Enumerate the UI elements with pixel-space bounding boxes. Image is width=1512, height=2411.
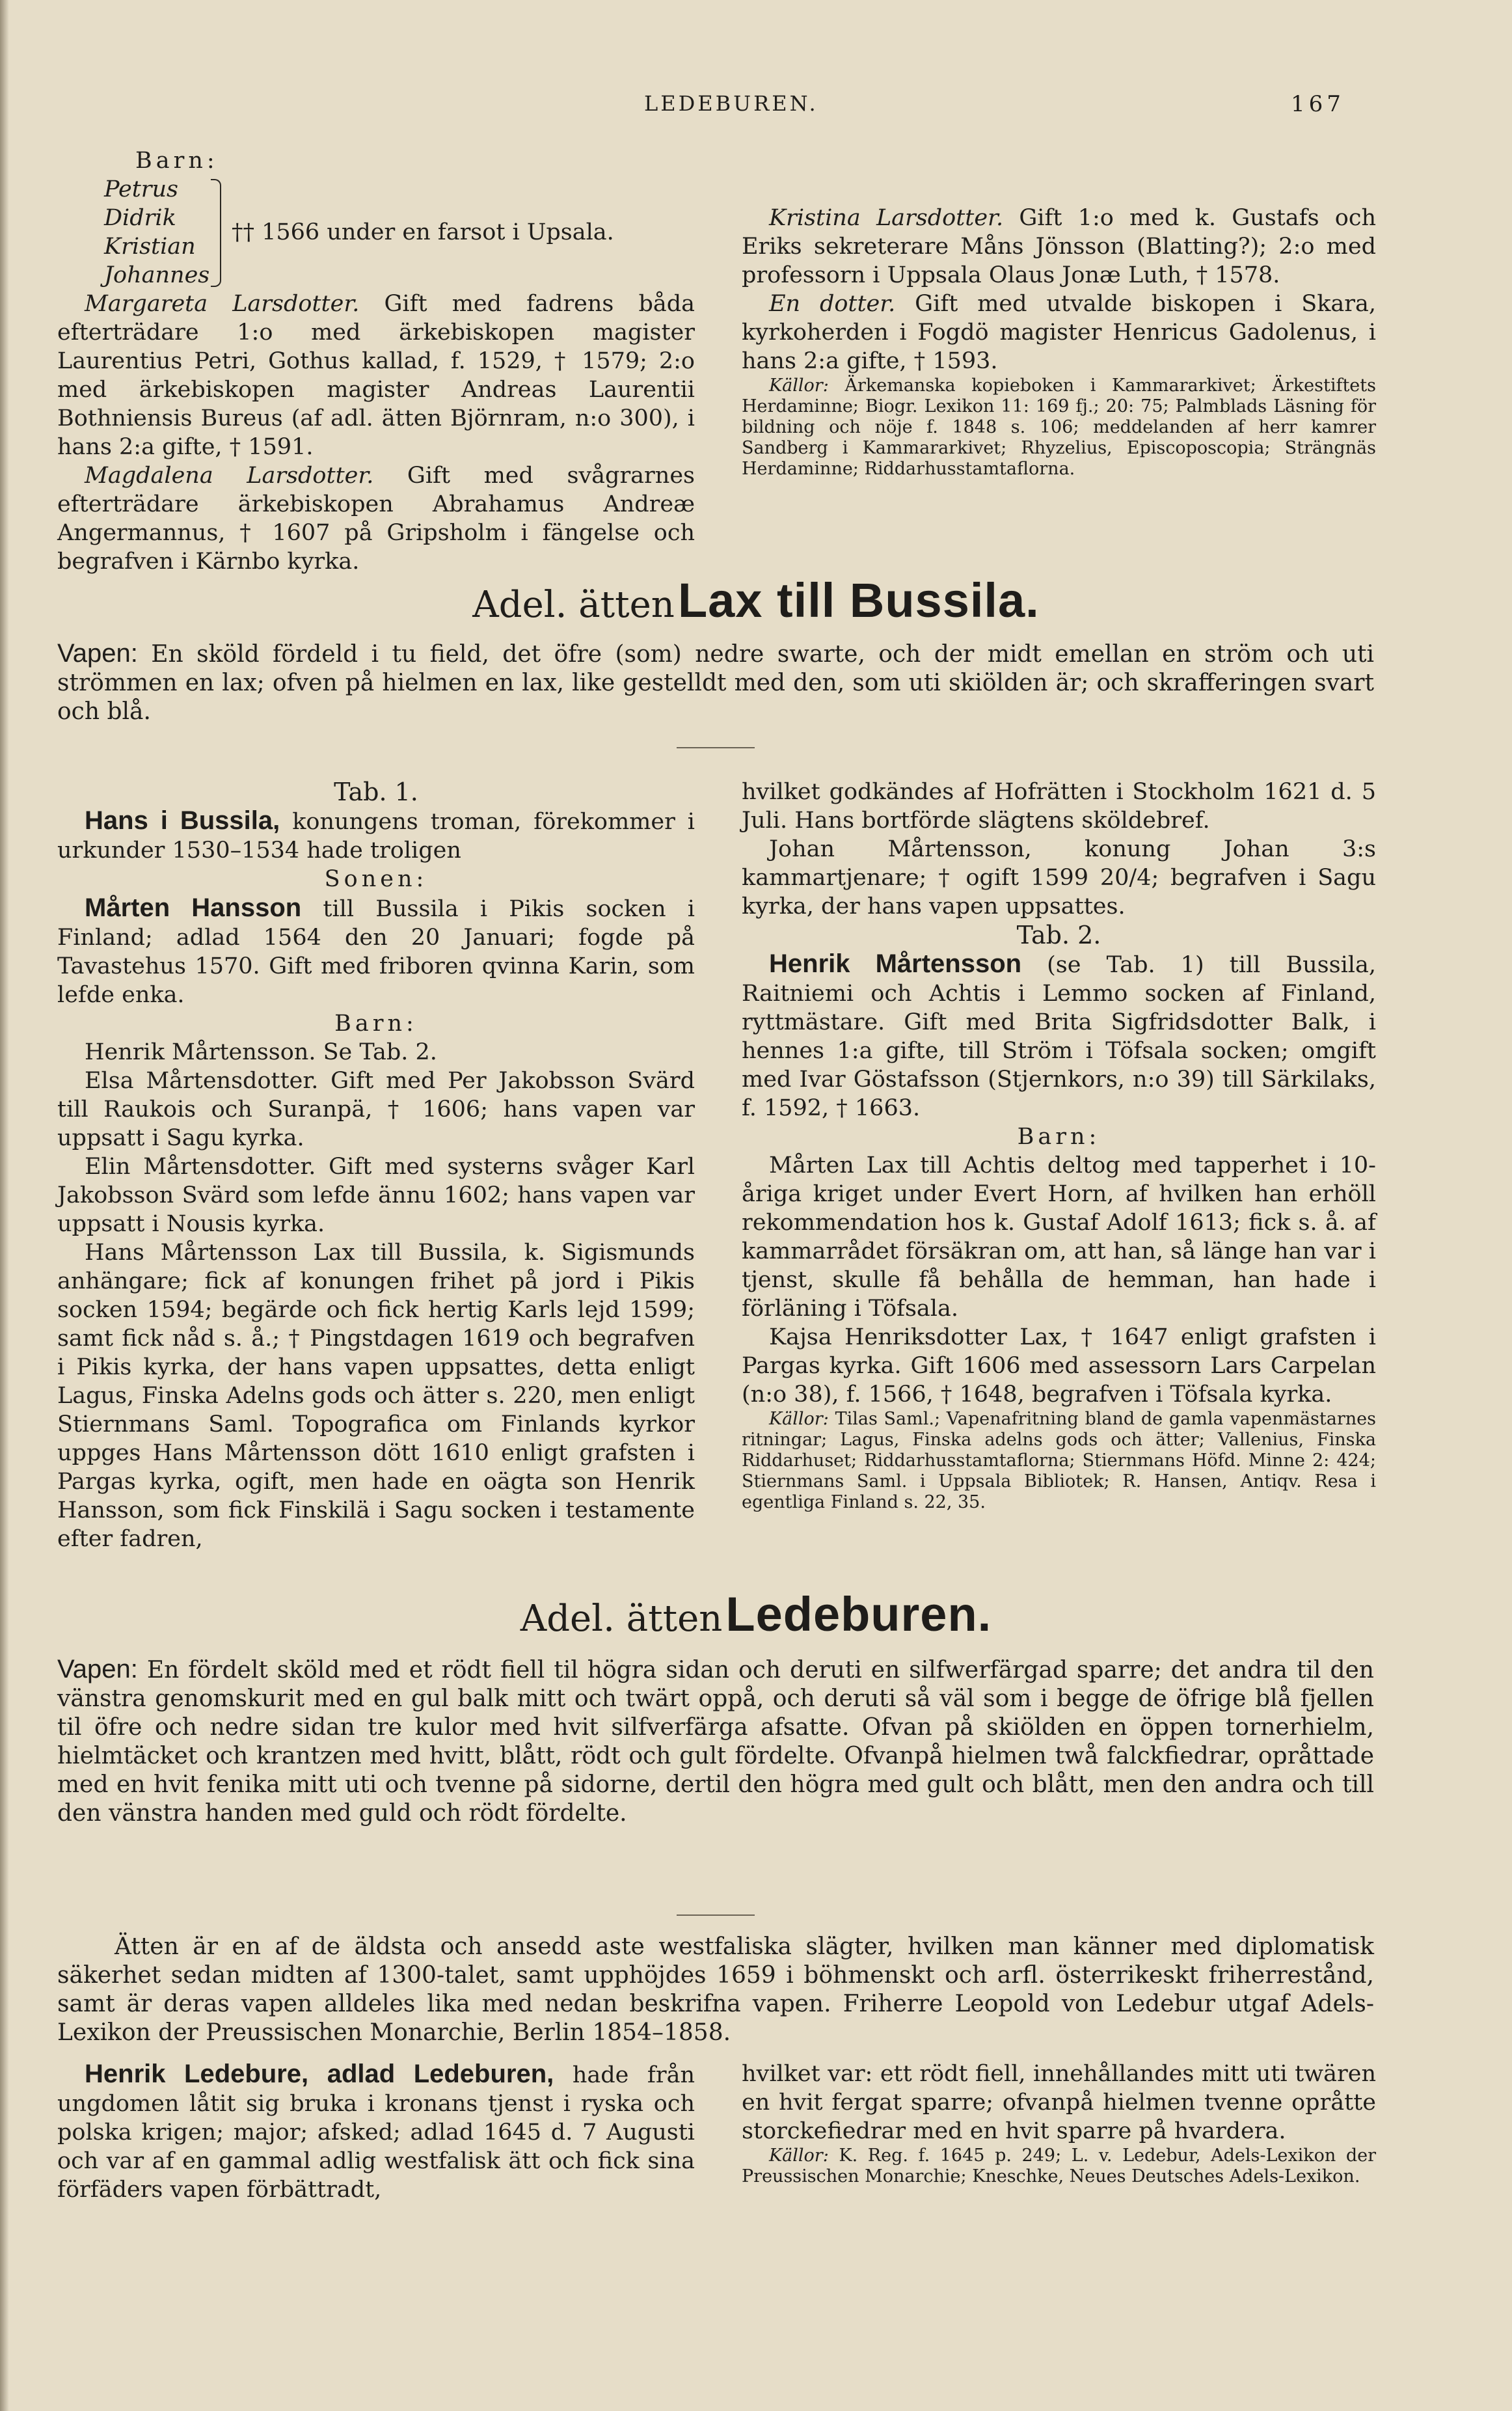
children-names	[104, 175, 209, 290]
paragraph: hvilket godkändes af Hofrätten i Stockholm 1621 d. 5 Juli. Hans bortförde slägtens sköldebref.	[742, 779, 1376, 834]
coat-of-arms-ledeburen: Vapen: En fördelt sköld med et rödt fiell til högra sidan och deruti en silfwerfärgad sparre; det andra til den vänstra genomskurit med en gul balk mitt och twärt oppå, och deruti så väl som i begge de öfrige blå fjellen til öfre och nedre sidan tre kulor med hvit silfverfärga afsatte. Ofvan på skiölden en öppen tornerhielm, hielmtäcket och krantzen med hvitt, blått, rödt och gult fördelte. Ofvanpå hielmen twå falckfiedrar, opråttade med en hvit fenika mitt uti och tvenne på sidorne, dertil den högra med gult och blått, men den andra och till den vänstra handen med guld och rödt fördelte.	[57, 1655, 1374, 1827]
child-entry: Elin Mårtensdotter. Gift med systerns svåger Karl Jakobsson Svärd som lefde ännu 1602; hans vapen var uppsatt i Nousis kyrka.	[57, 1154, 695, 1237]
child-entry: Kajsa Henriksdotter Lax, † 1647 enligt grafsten i Pargas kyrka. Gift 1606 med assessorn Lars Carpelan (n:o 38), f. 1566, † 1648, begrafven i Töfsala kyrka.	[742, 1324, 1376, 1408]
ledeburen-right-column	[742, 2060, 1376, 2187]
family-title-ledeburen	[0, 1587, 1512, 1642]
child-entry: Henrik Mårtensson. Se Tab. 2.	[85, 1039, 437, 1065]
paragraph: Hans i Bussila, konungens troman, förekommer i urkunder 1530–1534 hade troligen	[57, 806, 695, 864]
children-death-note: †† 1566 under en farsot i Upsala.	[232, 219, 614, 245]
barn-label: Barn:	[1017, 1124, 1101, 1150]
tab-heading: Tab. 2.	[1016, 921, 1101, 949]
paragraph: Mårten Hansson till Bussila i Pikis socken i Finland; adlad 1564 den 20 Januari; fogde på Tavastehus 1570. Gift med friboren qvinna Karin, som lefde enka.	[57, 893, 695, 1008]
child-entry: Hans Mårtensson Lax till Bussila, k. Sigismunds anhängare; fick af konungen frihet på jord i Pikis socken 1594; begärde och fick hertig Karls lejd 1599; samt fick nåd s. å.; † Pingstdagen 1619 och begrafven i Pikis kyrka, der hans vapen uppsattes, detta enligt Lagus, Finska Adelns gods och ätter s. 220, men enligt Stiernmans Saml. Topografica om Finlands kyrkor uppges Hans Mårtensson dött 1610 enligt grafsten i Pargas kyrka, ogift, men hade en oägta son Henrik Hansson, som fick Finskilä i Sagu socken i testamente efter fadren,	[57, 1240, 695, 1552]
children-group	[57, 175, 695, 290]
child-entry: Elsa Mårtensdotter. Gift med Per Jakobsson Svärd till Raukois och Suranpä, † 1606; hans vapen var uppsatt i Sagu kyrka.	[57, 1068, 695, 1151]
barn-label: Barn:	[334, 1011, 418, 1037]
sonen-label: Sonen:	[324, 866, 428, 892]
sources-note: Källor: Tilas Saml.; Vapenafritning bland de gamla vapenmästarnes ritningar; Lagus, Finska adelns gods och ätter; Vallenius, Finska Riddarhuset; Riddarhusstamtaflorna; Stiernmans Höfd. Minne 2: 424; Stiernmans Saml. i Uppsala Bibliotek; R. Hansen, Antiqv. Resa i egentliga Finland s. 22, 35.	[742, 1409, 1376, 1512]
page-number: 167	[1291, 91, 1345, 117]
person-name: Kristina Larsdotter.	[769, 205, 1004, 231]
person-name: Hans i Bussila,	[85, 806, 280, 835]
person-name: Henrik Mårtensson	[769, 949, 1022, 978]
sources-note: Källor: K. Reg. f. 1645 p. 249; L. v. Ledebur, Adels-Lexikon der Preussischen Monarchie; Kneschke, Neues Deutsches Adels-Lexikon.	[742, 2145, 1376, 2186]
top-left-column	[57, 146, 695, 576]
child-name: Didrik	[104, 205, 176, 231]
person-name: Magdalena Larsdotter.	[85, 463, 374, 489]
family-title-lax	[0, 573, 1512, 628]
title-prefix: Adel. ätten	[520, 1598, 723, 1640]
lax-right-column	[742, 778, 1376, 1513]
child-entry: Mårten Lax till Achtis deltog med tapperhet i 10-åriga kriget under Evert Horn, af hvilken han erhöll rekommendation hos k. Gustaf Adolf 1613; fick s. å. af kammarrådet försäkran om, att han, så länge han var i tjenst, skulle få behålla de hemman, han hade i förläning i Töfsala.	[742, 1152, 1376, 1322]
family-intro: Ätten är en af de äldsta och ansedd aste westfaliska slägter, hvilken man känner med diplomatisk säkerhet sedan midten af 1300-talet, samt upphöjdes 1659 i böhmenskt och arfl. österrikeskt friherrestånd, samt är deras vapen alldeles lika med nedan beskrifna vapen. Friherre Leopold von Ledebur utgaf Adels-Lexikon der Preussischen Monarchie, Berlin 1854–1858.	[57, 1933, 1374, 2046]
barn-label: Barn:	[135, 148, 219, 174]
sources-note: Källor: Ärkemanska kopieboken i Kammararkivet; Ärkestiftets Herdaminne; Biogr. Lexikon 11: 169 fj.; 20: 75; Palmblads Läsning för bildning och nöje f. 1848 s. 106; meddelanden af herr kamrer Sandberg i Kammararkivet; Rhyzelius, Episcoposcopia; Strängnäs Herdaminne; Riddarhusstamtaflorna.	[742, 375, 1376, 479]
person-name: En dotter.	[769, 291, 896, 317]
paragraph: Henrik Mårtensson (se Tab. 1) till Bussila, Raitniemi och Achtis i Lemmo socken af Finland, ryttmästare. Gift med Brita Sigfridsdotter Balk, i hennes 1:a gifte, till Ström i Töfsala socken; omgift med Ivar Göstafsson (Stjernkors, n:o 39) till Särkilaks, f. 1592, † 1663.	[742, 949, 1376, 1121]
divider	[677, 1914, 755, 1916]
paragraph: Henrik Ledebure, adlad Ledeburen, hade från ungdomen låtit sig bruka i kronans tjenst i ryska och polska krigen; major; afsked; adlad 1645 d. 7 Augusti och var af en gammal adlig westfalisk ätt och fick sina förfäders vapen förbättradt,	[57, 2060, 695, 2203]
page-edge-shadow	[0, 0, 9, 2411]
curly-bracket	[211, 179, 221, 287]
divider	[677, 747, 755, 748]
paragraph: En dotter. Gift med utvalde biskopen i Skara, kyrkoherden i Fogdö magister Henricus Gadolenus, i hans 2:a gifte, † 1593.	[742, 291, 1376, 374]
title-prefix: Adel. ätten	[472, 584, 675, 626]
lax-left-column	[57, 778, 695, 1553]
child-name: Kristian	[104, 234, 196, 260]
top-right-column	[742, 146, 1376, 480]
person-name: Margareta Larsdotter.	[85, 291, 360, 317]
ledeburen-left-column	[57, 2060, 695, 2204]
coat-of-arms-lax: Vapen: En sköld fördeld i tu field, det öfre (som) nedre swarte, och der midt emellan en ström och uti strömmen en lax; ofven på hielmen en lax, like gestelldt med den, som uti skiölden är; och skrafferingen svart och blå.	[57, 639, 1374, 725]
paragraph: Margareta Larsdotter. Gift med fadrens båda efterträdare 1:o med ärkebiskopen magister Laurentius Petri, Gothus kallad, f. 1529, † 1579; 2:o med ärkebiskopen magister Andreas Laurentii Bothniensis Bureus (af adl. ätten Björnram, n:o 300), i hans 2:a gifte, † 1591.	[57, 291, 695, 460]
paragraph: Magdalena Larsdotter. Gift med svågrarnes efterträdare ärkebiskopen Abrahamus Andreæ Angermannus, † 1607 på Gripsholm i fängelse och begrafven i Kärnbo kyrka.	[57, 463, 695, 575]
title-name: Lax till Bussila.	[677, 573, 1040, 627]
child-name: Johannes	[104, 262, 210, 288]
child-entry: Johan Mårtensson, konung Johan 3:s kammartjenare; † ogift 1599 20/4; begrafven i Sagu kyrka, der hans vapen uppsattes.	[742, 836, 1376, 919]
child-name: Petrus	[104, 176, 178, 202]
title-name: Ledeburen.	[725, 1587, 992, 1641]
tab-heading: Tab. 1.	[334, 778, 418, 806]
paragraph: hvilket var: ett rödt fiell, innehållandes mitt uti twären en hvit fergat sparre; ofvanpå hielmen tvenne opråtte storckefiedrar med en hvit sparre på hvardera.	[742, 2061, 1376, 2144]
person-name: Mårten Hansson	[85, 893, 302, 922]
running-title: LEDEBUREN.	[644, 91, 818, 116]
vapen-label: Vapen:	[57, 1655, 138, 1683]
person-name: Henrik Ledebure, adlad Ledeburen,	[85, 2060, 554, 2088]
vapen-label: Vapen:	[57, 639, 138, 668]
paragraph: Kristina Larsdotter. Gift 1:o med k. Gustafs och Eriks sekreterare Måns Jönsson (Blatting?); 2:o med professorn i Uppsala Olaus Jonæ Luth, † 1578.	[742, 205, 1376, 288]
